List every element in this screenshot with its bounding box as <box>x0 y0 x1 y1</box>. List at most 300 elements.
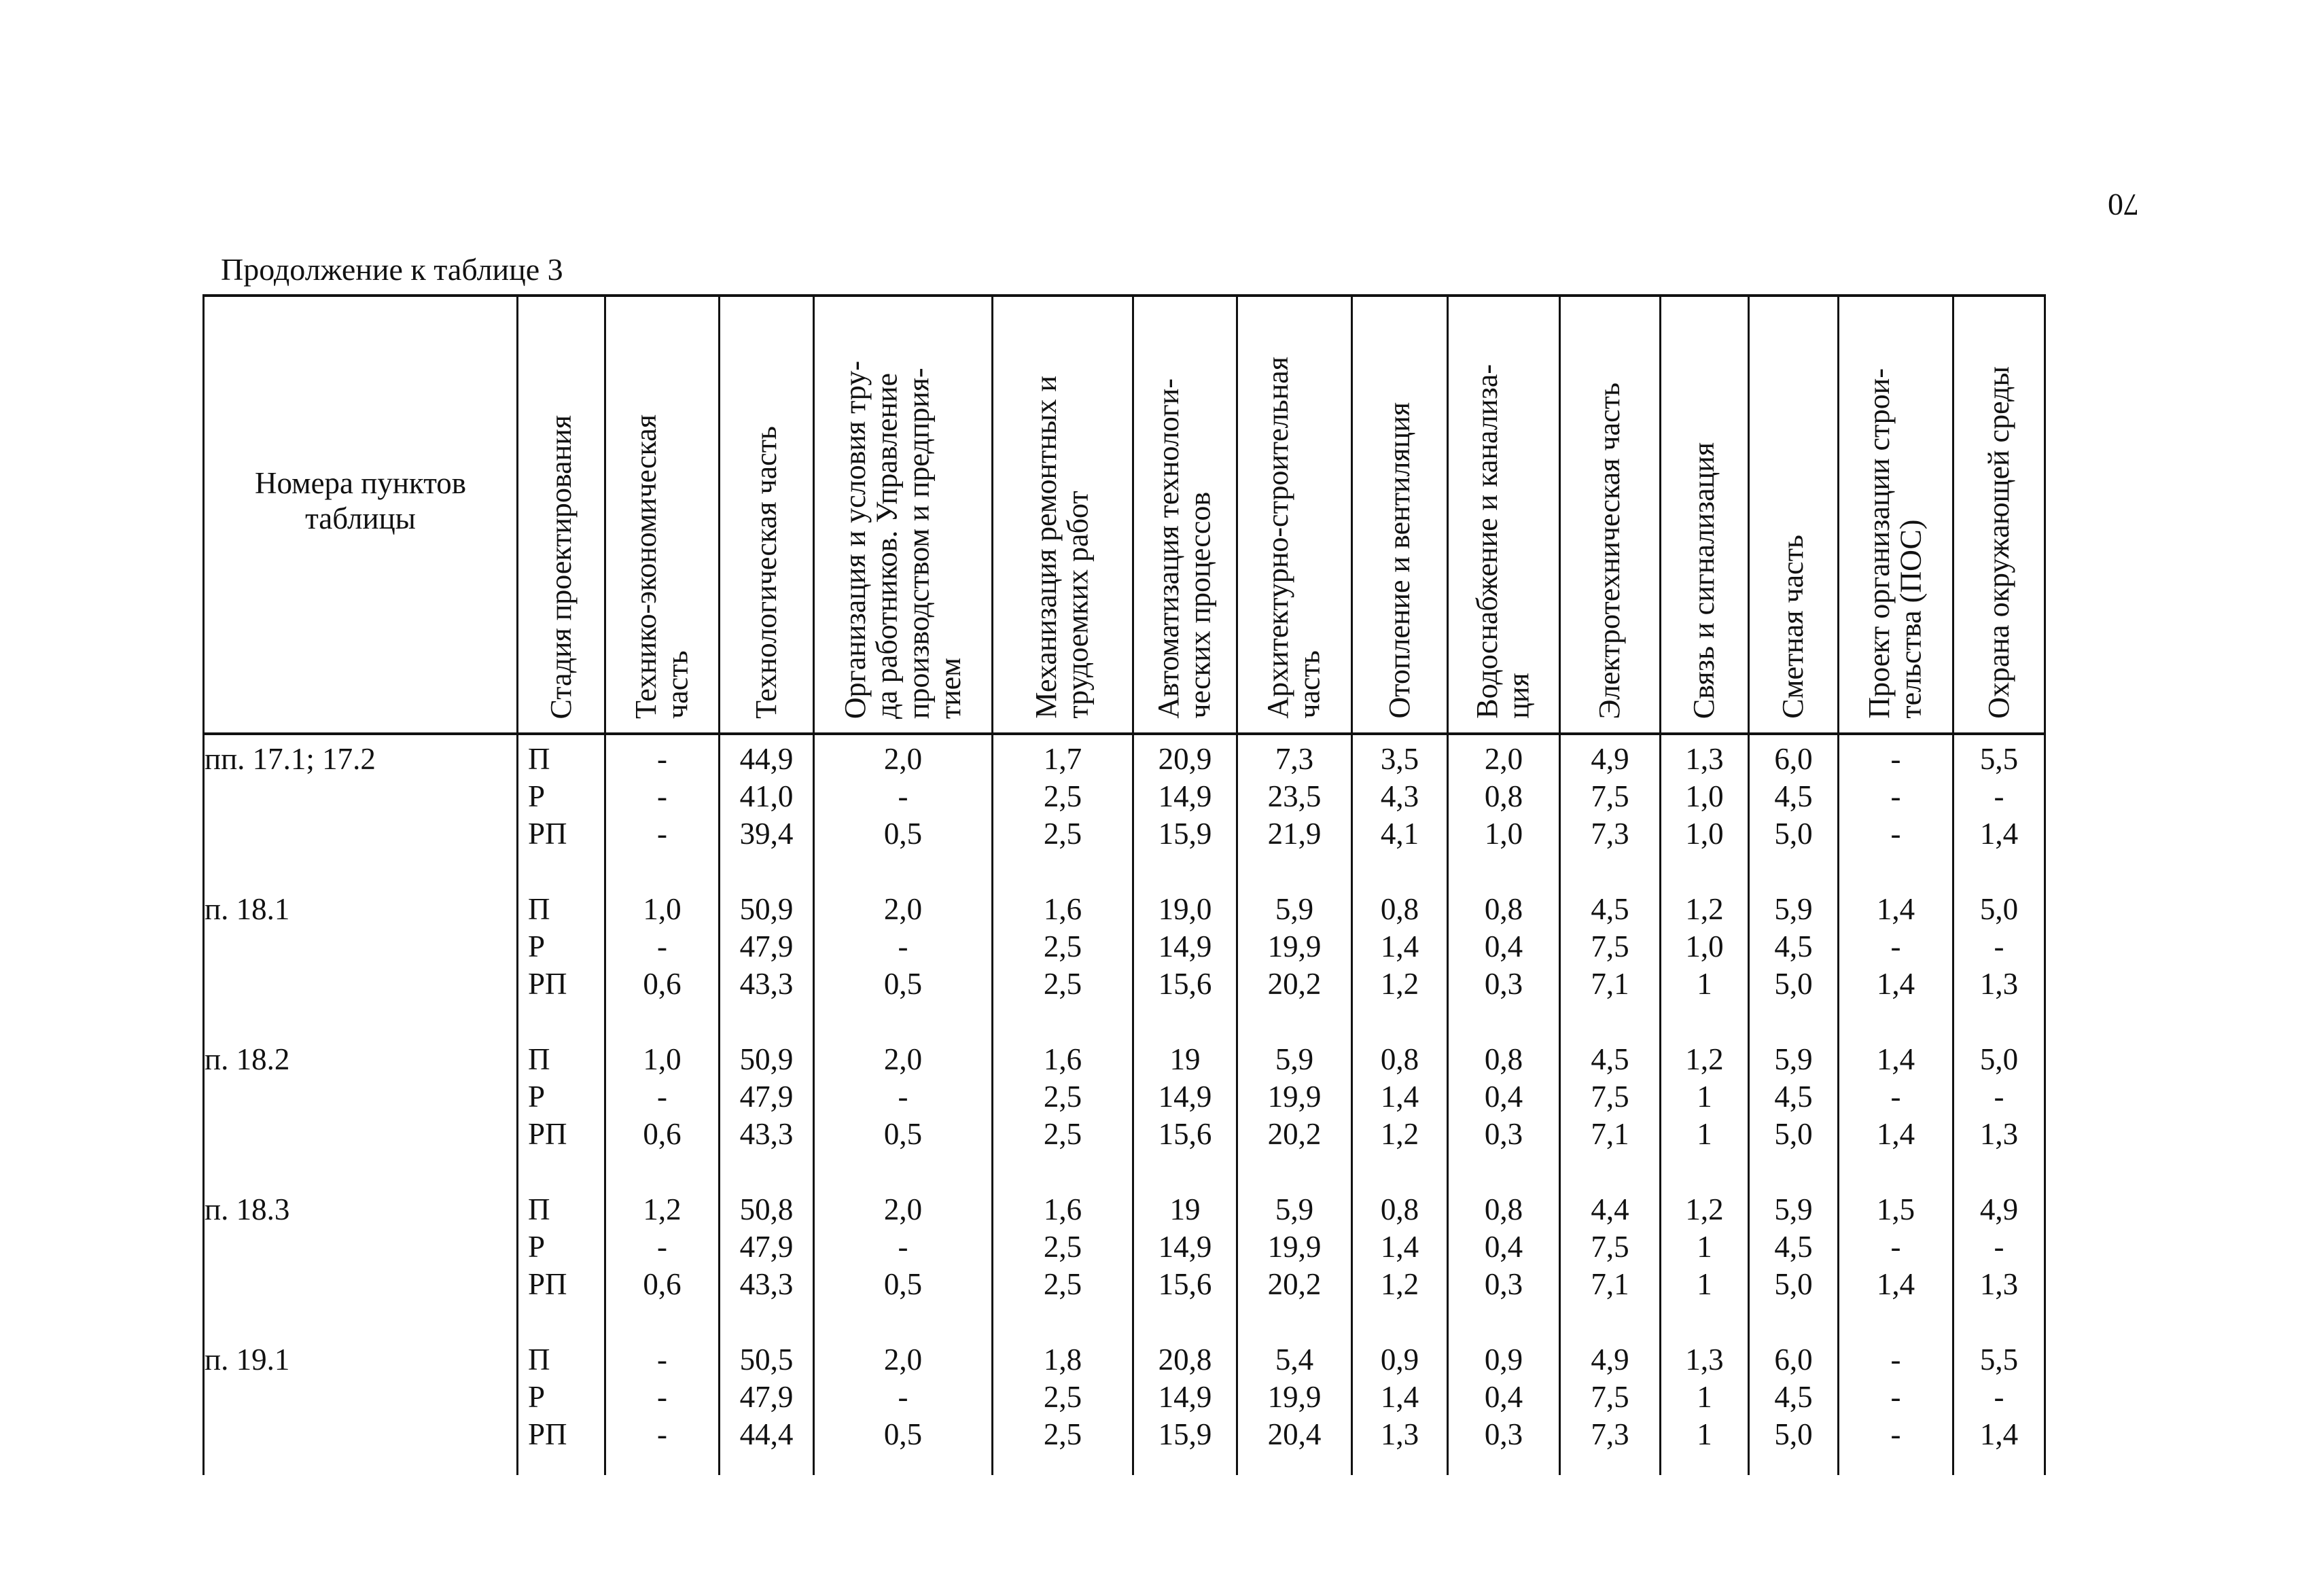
value-cell <box>1749 1035 1839 1186</box>
value-cell <box>1560 1186 1661 1336</box>
stage-value: П <box>528 742 550 776</box>
cell-value: 7,5 <box>1591 1380 1629 1414</box>
value-cell <box>1560 734 1661 885</box>
cell-value: 19,0 <box>1158 892 1212 926</box>
table-row <box>204 1035 2045 1186</box>
cell-value: 6,0 <box>1774 1343 1813 1377</box>
page-number: 70 <box>2108 188 2139 223</box>
value-cell <box>1953 1186 2045 1336</box>
value-cell <box>1448 1186 1560 1336</box>
value-cell <box>1133 1186 1237 1336</box>
value-cell <box>1839 734 1953 885</box>
cell-value: 1,8 <box>1043 1343 1082 1377</box>
cell-value: - <box>657 817 667 851</box>
header-automation <box>1133 296 1237 734</box>
cell-value: - <box>657 742 667 776</box>
header-text: Проект организации строи- тельства (ПОС) <box>1862 368 1928 719</box>
table-row <box>204 885 2045 1035</box>
value-cell <box>814 885 993 1035</box>
value-cell <box>605 1336 720 1475</box>
cell-value: 50,9 <box>739 892 794 926</box>
value-cell <box>1560 885 1661 1035</box>
cell-value: 1,3 <box>1979 1117 2019 1151</box>
cell-value: 2,5 <box>1043 817 1082 851</box>
cell-value: - <box>657 1343 667 1377</box>
cell-value: 19 <box>1169 1042 1201 1076</box>
cell-value: 47,9 <box>739 929 794 963</box>
cell-value: 4,5 <box>1774 1080 1813 1114</box>
cell-value: - <box>1994 1080 2004 1114</box>
cell-value: 1,0 <box>643 1042 682 1076</box>
value-cell <box>1749 885 1839 1035</box>
cell-value: 2,5 <box>1043 1080 1082 1114</box>
cell-value: - <box>1890 1080 1901 1114</box>
cell-value: 19 <box>1169 1192 1201 1226</box>
cell-value: 4,9 <box>1591 1343 1629 1377</box>
cell-value: 39,4 <box>739 817 794 851</box>
value-cell <box>1352 1186 1448 1336</box>
cell-value: 50,5 <box>739 1343 794 1377</box>
cell-value: 0,4 <box>1484 1080 1523 1114</box>
cell-value: 4,5 <box>1774 779 1813 813</box>
stage-cell <box>518 885 605 1035</box>
cell-value: 1,4 <box>1979 1417 2019 1451</box>
value-cell <box>1133 734 1237 885</box>
cell-value: 1,0 <box>1685 929 1724 963</box>
cell-value: 2,5 <box>1043 1117 1082 1151</box>
header-text: Стадия проектирования <box>544 414 578 719</box>
cell-value: 1,4 <box>1380 1380 1419 1414</box>
cell-value: 2,0 <box>1484 742 1523 776</box>
value-cell <box>1133 1035 1237 1186</box>
header-communications <box>1661 296 1749 734</box>
row-label-cell <box>204 1035 518 1186</box>
cell-value: 1,5 <box>1876 1192 1915 1226</box>
cell-value: - <box>657 929 667 963</box>
cell-value: 0,8 <box>1380 892 1419 926</box>
cell-value: - <box>1890 817 1901 851</box>
value-cell <box>1661 734 1749 885</box>
cell-value: - <box>898 779 908 813</box>
header-construction-organization <box>1839 296 1953 734</box>
header-text: Водоснабжение и канализа- ция <box>1470 364 1536 719</box>
cell-value: 0,5 <box>883 1267 923 1301</box>
cell-value: 2,0 <box>883 742 923 776</box>
cell-value: 7,1 <box>1591 1117 1629 1151</box>
cell-value: 15,6 <box>1158 1267 1212 1301</box>
cell-value: - <box>1890 1230 1901 1264</box>
cell-value: - <box>1890 929 1901 963</box>
cell-value: 1,0 <box>1685 779 1724 813</box>
cell-value: 5,0 <box>1774 1117 1813 1151</box>
cell-value: 6,0 <box>1774 742 1813 776</box>
cell-value: 2,0 <box>883 1042 923 1076</box>
cell-value: 0,6 <box>643 1117 682 1151</box>
table-caption: Продолжение к таблице 3 <box>221 252 563 287</box>
cell-value: 2,5 <box>1043 1230 1082 1264</box>
stage-value: Р <box>528 1380 546 1414</box>
cell-value: 15,6 <box>1158 967 1212 1001</box>
value-cell <box>1352 885 1448 1035</box>
cell-value: 1,2 <box>1380 1267 1419 1301</box>
value-cell <box>720 1336 814 1475</box>
cell-value: - <box>1994 779 2004 813</box>
cell-value: 1,4 <box>1876 892 1915 926</box>
cell-value: 5,0 <box>1774 967 1813 1001</box>
row-label-cell <box>204 734 518 885</box>
value-cell <box>1237 1336 1352 1475</box>
header-text: Номера пунктов таблицы <box>254 465 467 535</box>
row-label-cell <box>204 1336 518 1475</box>
cell-value: 2,5 <box>1043 779 1082 813</box>
cell-value: 19,9 <box>1267 929 1322 963</box>
cell-value: 20,8 <box>1158 1343 1212 1377</box>
cell-value: 14,9 <box>1158 1230 1212 1264</box>
value-cell <box>1352 1035 1448 1186</box>
cell-value: 0,9 <box>1380 1343 1419 1377</box>
cell-value: 1,6 <box>1043 1042 1082 1076</box>
cell-value: 19,9 <box>1267 1080 1322 1114</box>
value-cell <box>1560 1035 1661 1186</box>
cell-value: 7,1 <box>1591 967 1629 1001</box>
cell-value: 1,2 <box>1685 892 1724 926</box>
cell-value: 1,6 <box>1043 892 1082 926</box>
cell-value: 7,3 <box>1275 742 1314 776</box>
cell-value: 1 <box>1697 1230 1712 1264</box>
stage-value: РП <box>528 817 567 851</box>
cell-value: 23,5 <box>1267 779 1322 813</box>
value-cell <box>1661 1336 1749 1475</box>
value-cell <box>814 1336 993 1475</box>
header-environment <box>1953 296 2045 734</box>
cell-value: - <box>1890 1380 1901 1414</box>
cell-value: 1 <box>1697 1080 1712 1114</box>
cell-value: 1 <box>1697 967 1712 1001</box>
value-cell <box>1661 1035 1749 1186</box>
value-cell <box>1953 1035 2045 1186</box>
cell-value: 47,9 <box>739 1380 794 1414</box>
table-row <box>204 734 2045 885</box>
header-text: Технико-экономическая часть <box>629 414 694 719</box>
value-cell <box>993 1336 1133 1475</box>
value-cell <box>1839 1035 1953 1186</box>
cell-value: 15,6 <box>1158 1117 1212 1151</box>
value-cell <box>1953 1336 2045 1475</box>
header-water <box>1448 296 1560 734</box>
cell-value: 1,2 <box>1380 1117 1419 1151</box>
cell-value: - <box>657 1230 667 1264</box>
cell-value: 1,2 <box>1685 1042 1724 1076</box>
cell-value: 1,4 <box>1380 1080 1419 1114</box>
cell-value: - <box>898 1380 908 1414</box>
row-label-cell <box>204 1186 518 1336</box>
header-architecture <box>1237 296 1352 734</box>
cell-value: 2,0 <box>883 1192 923 1226</box>
cell-value: 4,5 <box>1591 1042 1629 1076</box>
cell-value: 14,9 <box>1158 1380 1212 1414</box>
cell-value: 1 <box>1697 1417 1712 1451</box>
cell-value: 7,5 <box>1591 1230 1629 1264</box>
cell-value: 19,9 <box>1267 1380 1322 1414</box>
cell-value: - <box>1994 929 2004 963</box>
stage-value: Р <box>528 1230 546 1264</box>
header-text: Организация и условия тру- да работников. Управление производством и предприя- тием <box>838 360 967 719</box>
cell-value: 5,9 <box>1774 892 1813 926</box>
cell-value: 14,9 <box>1158 1080 1212 1114</box>
value-cell <box>1749 734 1839 885</box>
cell-value: 5,0 <box>1774 817 1813 851</box>
cell-value: 5,4 <box>1275 1343 1314 1377</box>
cell-value: - <box>1890 779 1901 813</box>
header-text: Автоматизация технологи- ческих процессов <box>1152 378 1217 719</box>
cell-value: - <box>898 1080 908 1114</box>
value-cell <box>1133 885 1237 1035</box>
cell-value: 0,3 <box>1484 967 1523 1001</box>
value-cell <box>1448 1336 1560 1475</box>
value-cell <box>1352 1336 1448 1475</box>
header-text: Архитектурно-строительная часть <box>1261 357 1326 719</box>
cell-value: 2,0 <box>883 892 923 926</box>
value-cell <box>605 1186 720 1336</box>
value-cell <box>1237 1035 1352 1186</box>
value-cell <box>1560 1336 1661 1475</box>
cell-value: 0,5 <box>883 1417 923 1451</box>
row-label: п. 18.3 <box>205 1192 290 1226</box>
value-cell <box>605 1035 720 1186</box>
cell-value: 0,8 <box>1484 892 1523 926</box>
cell-value: 7,3 <box>1591 1417 1629 1451</box>
cell-value: 0,8 <box>1484 779 1523 813</box>
cell-value: 5,5 <box>1979 742 2019 776</box>
value-cell <box>720 1186 814 1336</box>
cell-value: 0,5 <box>883 817 923 851</box>
cell-value: 4,5 <box>1591 892 1629 926</box>
cell-value: 2,5 <box>1043 1417 1082 1451</box>
row-label: пп. 17.1; 17.2 <box>205 742 376 776</box>
stage-value: РП <box>528 1117 567 1151</box>
cell-value: 2,5 <box>1043 1380 1082 1414</box>
header-text: Сметная часть <box>1776 535 1810 719</box>
cell-value: 44,4 <box>739 1417 794 1451</box>
value-cell <box>993 1035 1133 1186</box>
cell-value: 7,3 <box>1591 817 1629 851</box>
value-cell <box>1661 1186 1749 1336</box>
cell-value: 1,3 <box>1685 1343 1724 1377</box>
cell-value: - <box>657 1380 667 1414</box>
value-cell <box>720 885 814 1035</box>
cell-value: 0,3 <box>1484 1117 1523 1151</box>
cell-value: 2,0 <box>883 1343 923 1377</box>
cell-value: 43,3 <box>739 1117 794 1151</box>
cell-value: 5,0 <box>1979 1042 2019 1076</box>
stage-value: Р <box>528 1080 546 1114</box>
cell-value: 4,9 <box>1979 1192 2019 1226</box>
header-text: Охрана окружающей среды <box>1981 366 2015 719</box>
cell-value: 0,8 <box>1484 1192 1523 1226</box>
value-cell <box>720 1035 814 1186</box>
cell-value: 20,9 <box>1158 742 1212 776</box>
value-cell <box>1133 1336 1237 1475</box>
value-cell <box>1237 885 1352 1035</box>
stage-value: РП <box>528 1267 567 1301</box>
header-item-numbers <box>204 296 518 734</box>
header-text: Технологическая часть <box>749 426 783 719</box>
stage-cell <box>518 1336 605 1475</box>
cell-value: 4,4 <box>1591 1192 1629 1226</box>
cell-value: 5,9 <box>1275 1042 1314 1076</box>
stage-value: Р <box>528 929 546 963</box>
cell-value: 1,4 <box>1876 967 1915 1001</box>
header-technological <box>720 296 814 734</box>
cell-value: 19,9 <box>1267 1230 1322 1264</box>
value-cell <box>1839 1336 1953 1475</box>
value-cell <box>605 734 720 885</box>
table-body <box>204 734 2045 1475</box>
cell-value: - <box>1890 742 1901 776</box>
cell-value: 5,0 <box>1979 892 2019 926</box>
cell-value: 21,9 <box>1267 817 1322 851</box>
cell-value: 4,5 <box>1774 1380 1813 1414</box>
cell-value: 1,0 <box>1685 817 1724 851</box>
cell-value: 5,9 <box>1774 1042 1813 1076</box>
value-cell <box>814 1035 993 1186</box>
cell-value: 0,6 <box>643 1267 682 1301</box>
value-cell <box>1448 1035 1560 1186</box>
cell-value: 1,3 <box>1979 1267 2019 1301</box>
cell-value: - <box>1890 1417 1901 1451</box>
row-label: п. 18.2 <box>205 1042 290 1076</box>
value-cell <box>1448 734 1560 885</box>
value-cell <box>1839 1186 1953 1336</box>
cell-value: 4,9 <box>1591 742 1629 776</box>
header-text: Электротехническая часть <box>1593 382 1627 719</box>
cell-value: 20,2 <box>1267 1117 1322 1151</box>
cell-value: 43,3 <box>739 1267 794 1301</box>
header-stage <box>518 296 605 734</box>
value-cell <box>605 885 720 1035</box>
cell-value: 1,7 <box>1043 742 1082 776</box>
value-cell <box>814 734 993 885</box>
value-cell <box>1661 885 1749 1035</box>
stage-value: П <box>528 1343 550 1377</box>
cell-value: 0,4 <box>1484 929 1523 963</box>
cell-value: 14,9 <box>1158 779 1212 813</box>
cell-value: 50,9 <box>739 1042 794 1076</box>
cell-value: 41,0 <box>739 779 794 813</box>
cell-value: 0,8 <box>1484 1042 1523 1076</box>
cell-value: 7,5 <box>1591 779 1629 813</box>
cell-value: 2,5 <box>1043 967 1082 1001</box>
value-cell <box>993 885 1133 1035</box>
cell-value: 1,4 <box>1380 929 1419 963</box>
design-cost-table <box>202 294 2046 1475</box>
cell-value: 1,4 <box>1876 1117 1915 1151</box>
value-cell <box>1839 885 1953 1035</box>
header-labor-organization <box>814 296 993 734</box>
row-label: п. 19.1 <box>205 1343 290 1377</box>
cell-value: 20,2 <box>1267 1267 1322 1301</box>
header-text: Механизация ремонтных и трудоемких работ <box>1029 376 1095 719</box>
header-text: Отопление и вентиляция <box>1382 402 1416 719</box>
stage-value: РП <box>528 967 567 1001</box>
cell-value: - <box>898 1230 908 1264</box>
cell-value: 20,2 <box>1267 967 1322 1001</box>
cell-value: 1,4 <box>1876 1267 1915 1301</box>
value-cell <box>1953 885 2045 1035</box>
cell-value: 0,9 <box>1484 1343 1523 1377</box>
table-row <box>204 1186 2045 1336</box>
stage-value: П <box>528 1042 550 1076</box>
value-cell <box>720 734 814 885</box>
cell-value: - <box>898 929 908 963</box>
cell-value: 7,5 <box>1591 929 1629 963</box>
header-estimate <box>1749 296 1839 734</box>
cell-value: 1,2 <box>1380 967 1419 1001</box>
header-text: Связь и сигнализация <box>1687 442 1721 719</box>
cell-value: 5,9 <box>1275 1192 1314 1226</box>
stage-cell <box>518 734 605 885</box>
header-mechanization <box>993 296 1133 734</box>
cell-value: 0,4 <box>1484 1230 1523 1264</box>
cell-value: 0,3 <box>1484 1417 1523 1451</box>
cell-value: 3,5 <box>1380 742 1419 776</box>
value-cell <box>993 1186 1133 1336</box>
row-label-cell <box>204 885 518 1035</box>
cell-value: - <box>1994 1380 2004 1414</box>
cell-value: 44,9 <box>739 742 794 776</box>
row-label: п. 18.1 <box>205 892 290 926</box>
value-cell <box>1749 1336 1839 1475</box>
cell-value: 2,5 <box>1043 1267 1082 1301</box>
cell-value: 1,6 <box>1043 1192 1082 1226</box>
cell-value: 0,8 <box>1380 1192 1419 1226</box>
cell-value: 1,2 <box>643 1192 682 1226</box>
cell-value: 2,5 <box>1043 929 1082 963</box>
cell-value: 1,3 <box>1979 967 2019 1001</box>
cell-value: 0,8 <box>1380 1042 1419 1076</box>
cell-value: - <box>657 1080 667 1114</box>
cell-value: 0,3 <box>1484 1267 1523 1301</box>
cell-value: 1,0 <box>1484 817 1523 851</box>
cell-value: 1 <box>1697 1267 1712 1301</box>
cell-value: 4,5 <box>1774 1230 1813 1264</box>
cell-value: 1,4 <box>1876 1042 1915 1076</box>
cell-value: 7,1 <box>1591 1267 1629 1301</box>
stage-value: П <box>528 892 550 926</box>
stage-value: Р <box>528 779 546 813</box>
cell-value: 7,5 <box>1591 1080 1629 1114</box>
value-cell <box>1448 885 1560 1035</box>
stage-cell <box>518 1186 605 1336</box>
cell-value: 0,5 <box>883 1117 923 1151</box>
stage-value: РП <box>528 1417 567 1451</box>
header-electrical <box>1560 296 1661 734</box>
cell-value: - <box>657 1417 667 1451</box>
cell-value: 1,4 <box>1380 1230 1419 1264</box>
cell-value: 1,2 <box>1685 1192 1724 1226</box>
cell-value: 1,3 <box>1685 742 1724 776</box>
cell-value: 5,9 <box>1275 892 1314 926</box>
cell-value: - <box>1994 1230 2004 1264</box>
cell-value: 43,3 <box>739 967 794 1001</box>
cell-value: 4,1 <box>1380 817 1419 851</box>
cell-value: 5,5 <box>1979 1343 2019 1377</box>
value-cell <box>814 1186 993 1336</box>
cell-value: 0,4 <box>1484 1380 1523 1414</box>
header-heating <box>1352 296 1448 734</box>
cell-value: - <box>657 779 667 813</box>
cell-value: 14,9 <box>1158 929 1212 963</box>
